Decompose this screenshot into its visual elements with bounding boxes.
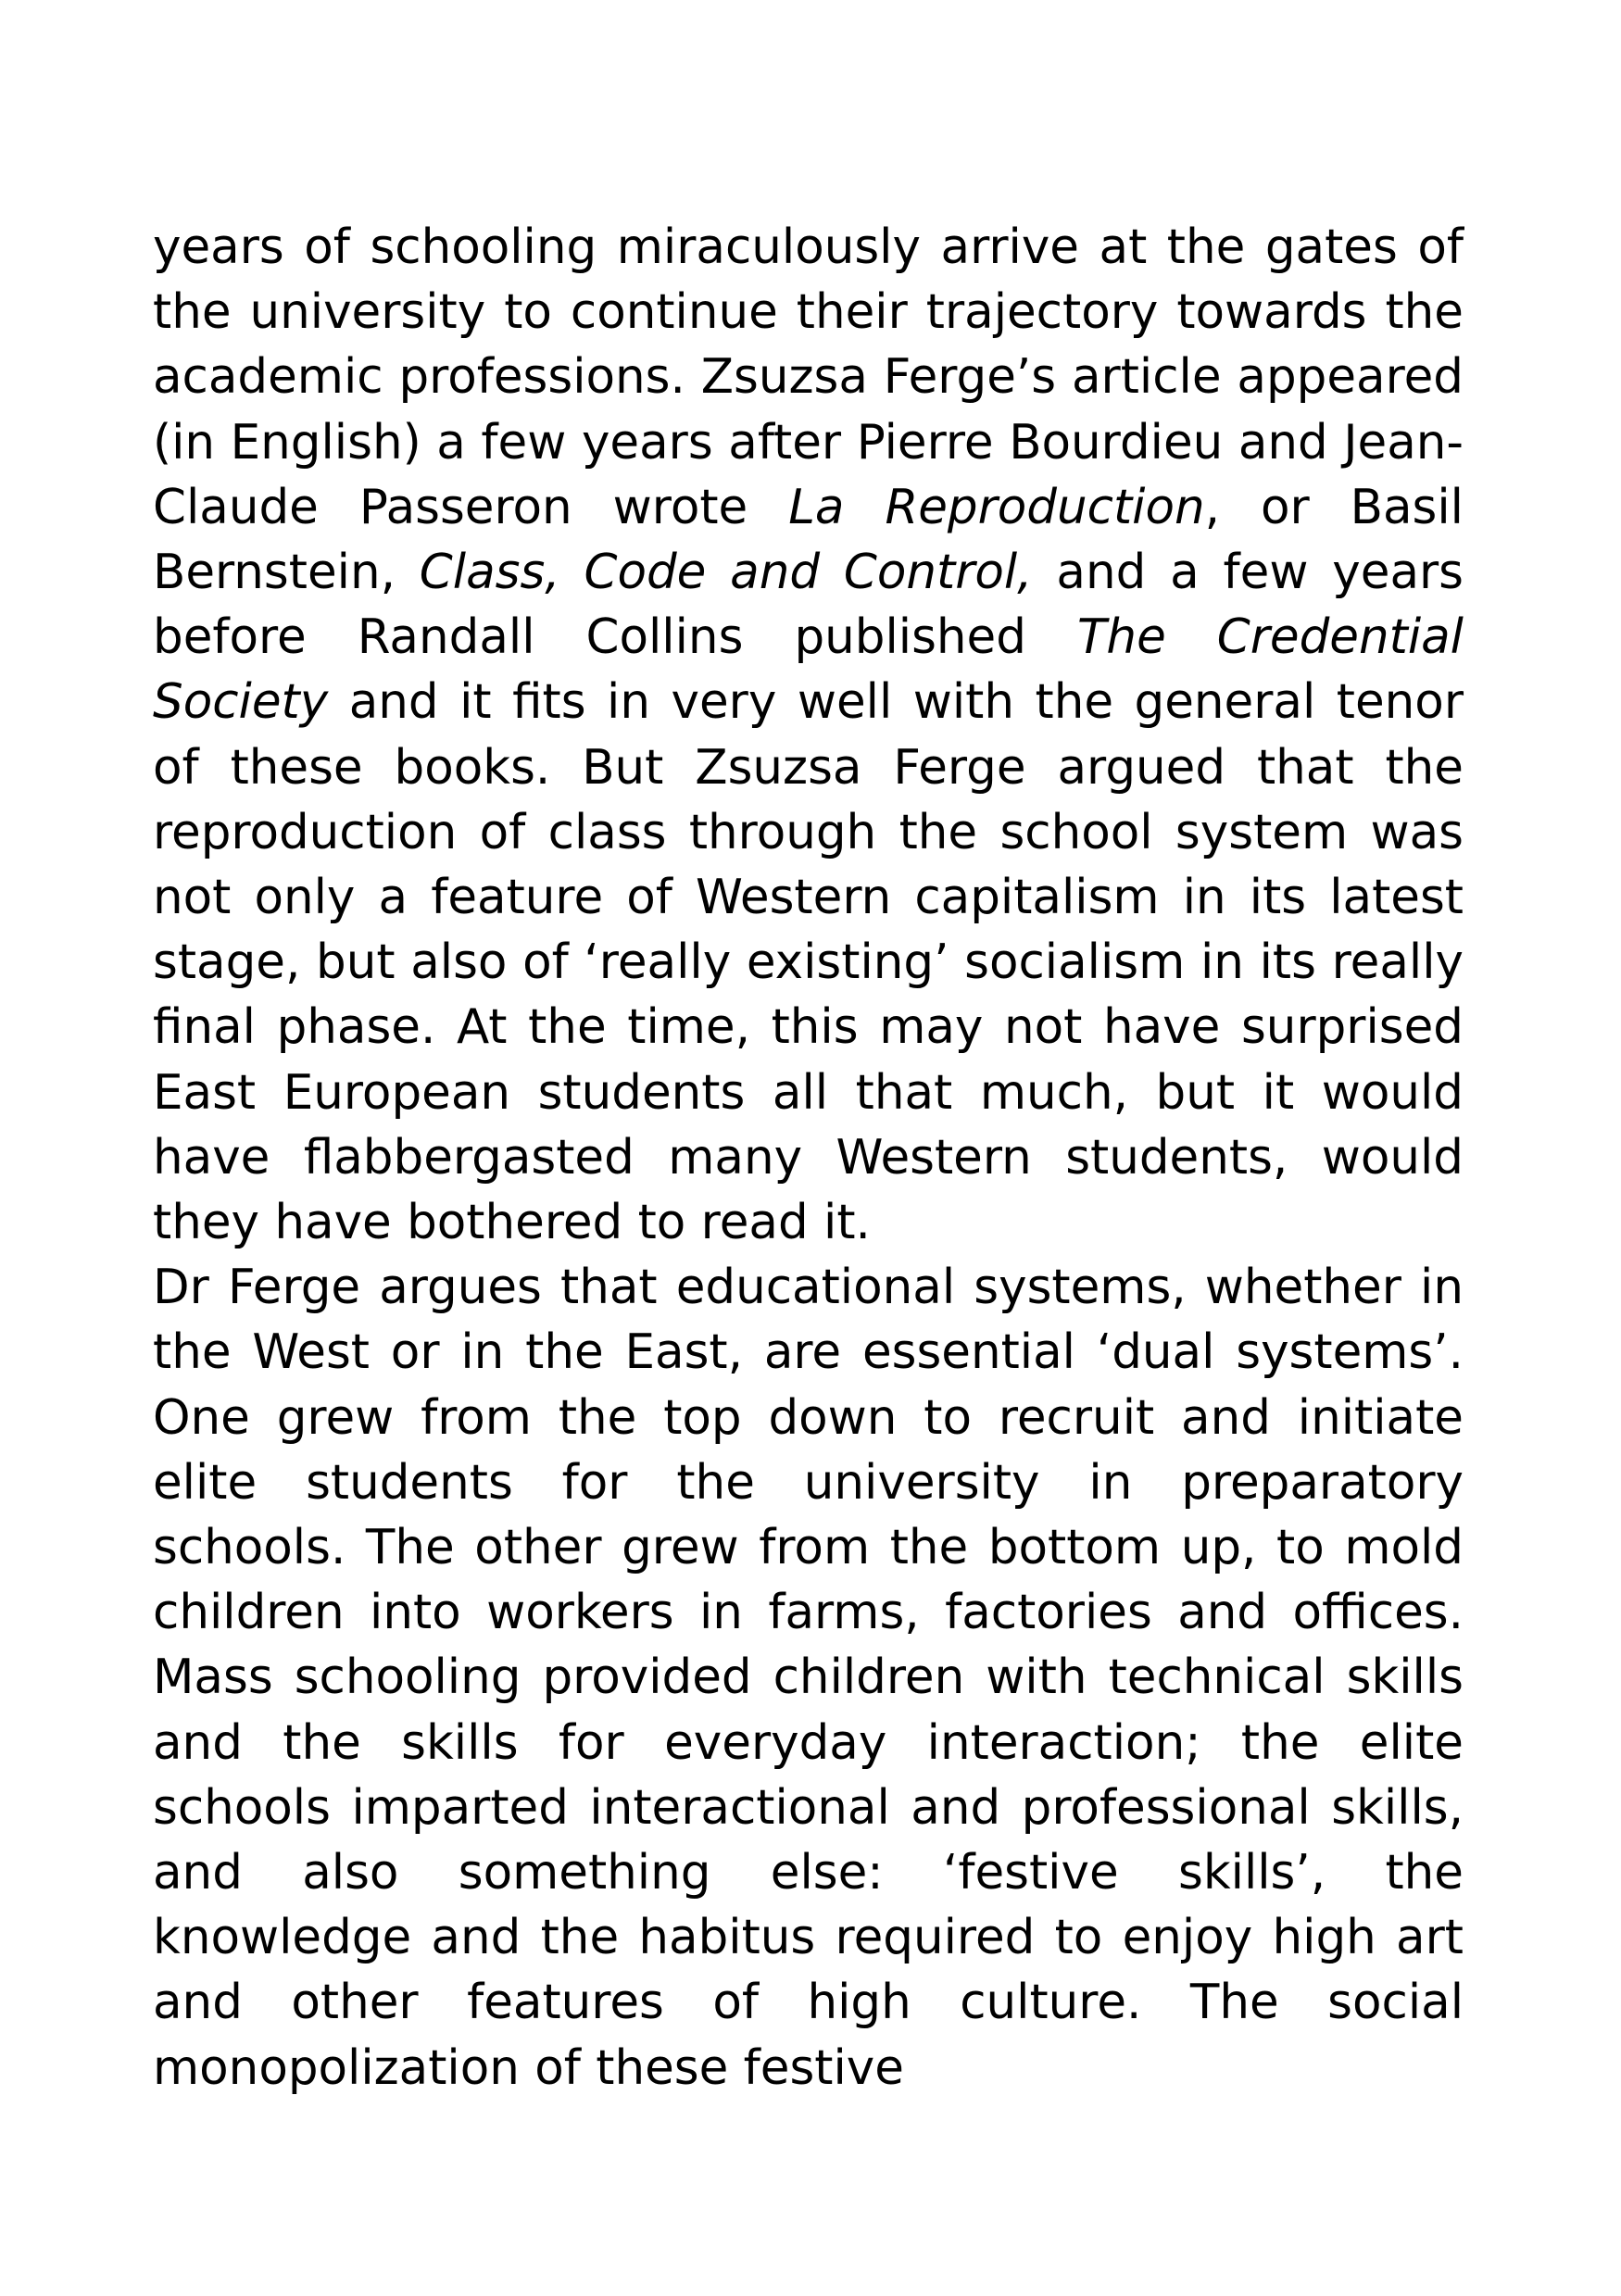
paragraph bbox=[153, 215, 1464, 1255]
paragraph bbox=[153, 1255, 1464, 2101]
body-text bbox=[153, 215, 1464, 2101]
book-title-class-code-control: Class, Code and Control, bbox=[419, 545, 1033, 601]
text-run: years of schooling miraculously arrive at the gates of the university to continue their trajectory towards the academic professions. Zsuzsa Ferge’s article appeared (in English) a few years after Pierre Bourdieu and Jean-Claude Passeron wrote bbox=[153, 220, 1464, 535]
text-run: and a few years before Randall Collins published bbox=[153, 545, 1464, 666]
text-run: Dr Ferge argues that educational systems, whether in the West or in the East, are essential ‘dual systems’. One grew from the top down to recruit and initiate elite students for the university in preparatory schools. The other grew from the bottom up, to mold children into workers in farms, factories and offices. Mass schooling provided children with technical skills and the skills for everyday interaction; the elite schools imparted interactional and professional skills, and also something else: ‘festive skills’, the knowledge and the habitus required to enjoy high art and other features of high culture. The social monopolization of these festive bbox=[153, 1260, 1464, 2096]
text-run: and it fits in very well with the general tenor of these books. But Zsuzsa Ferge argued that the reproduction of class through the school system was not only a feature of Western capitalism in its latest stage, but also of ‘really existing’ socialism in its really final phase. At the time, this may not have surprised East European students all that much, but it would have flabbergasted many Western students, would they have bothered to read it. bbox=[153, 674, 1464, 1251]
book-title-credential-society: The Credential Society bbox=[153, 609, 1464, 731]
text-run: , or Basil Bernstein, bbox=[153, 479, 1464, 601]
book-title-la-reproduction: La Reproduction bbox=[788, 479, 1205, 535]
